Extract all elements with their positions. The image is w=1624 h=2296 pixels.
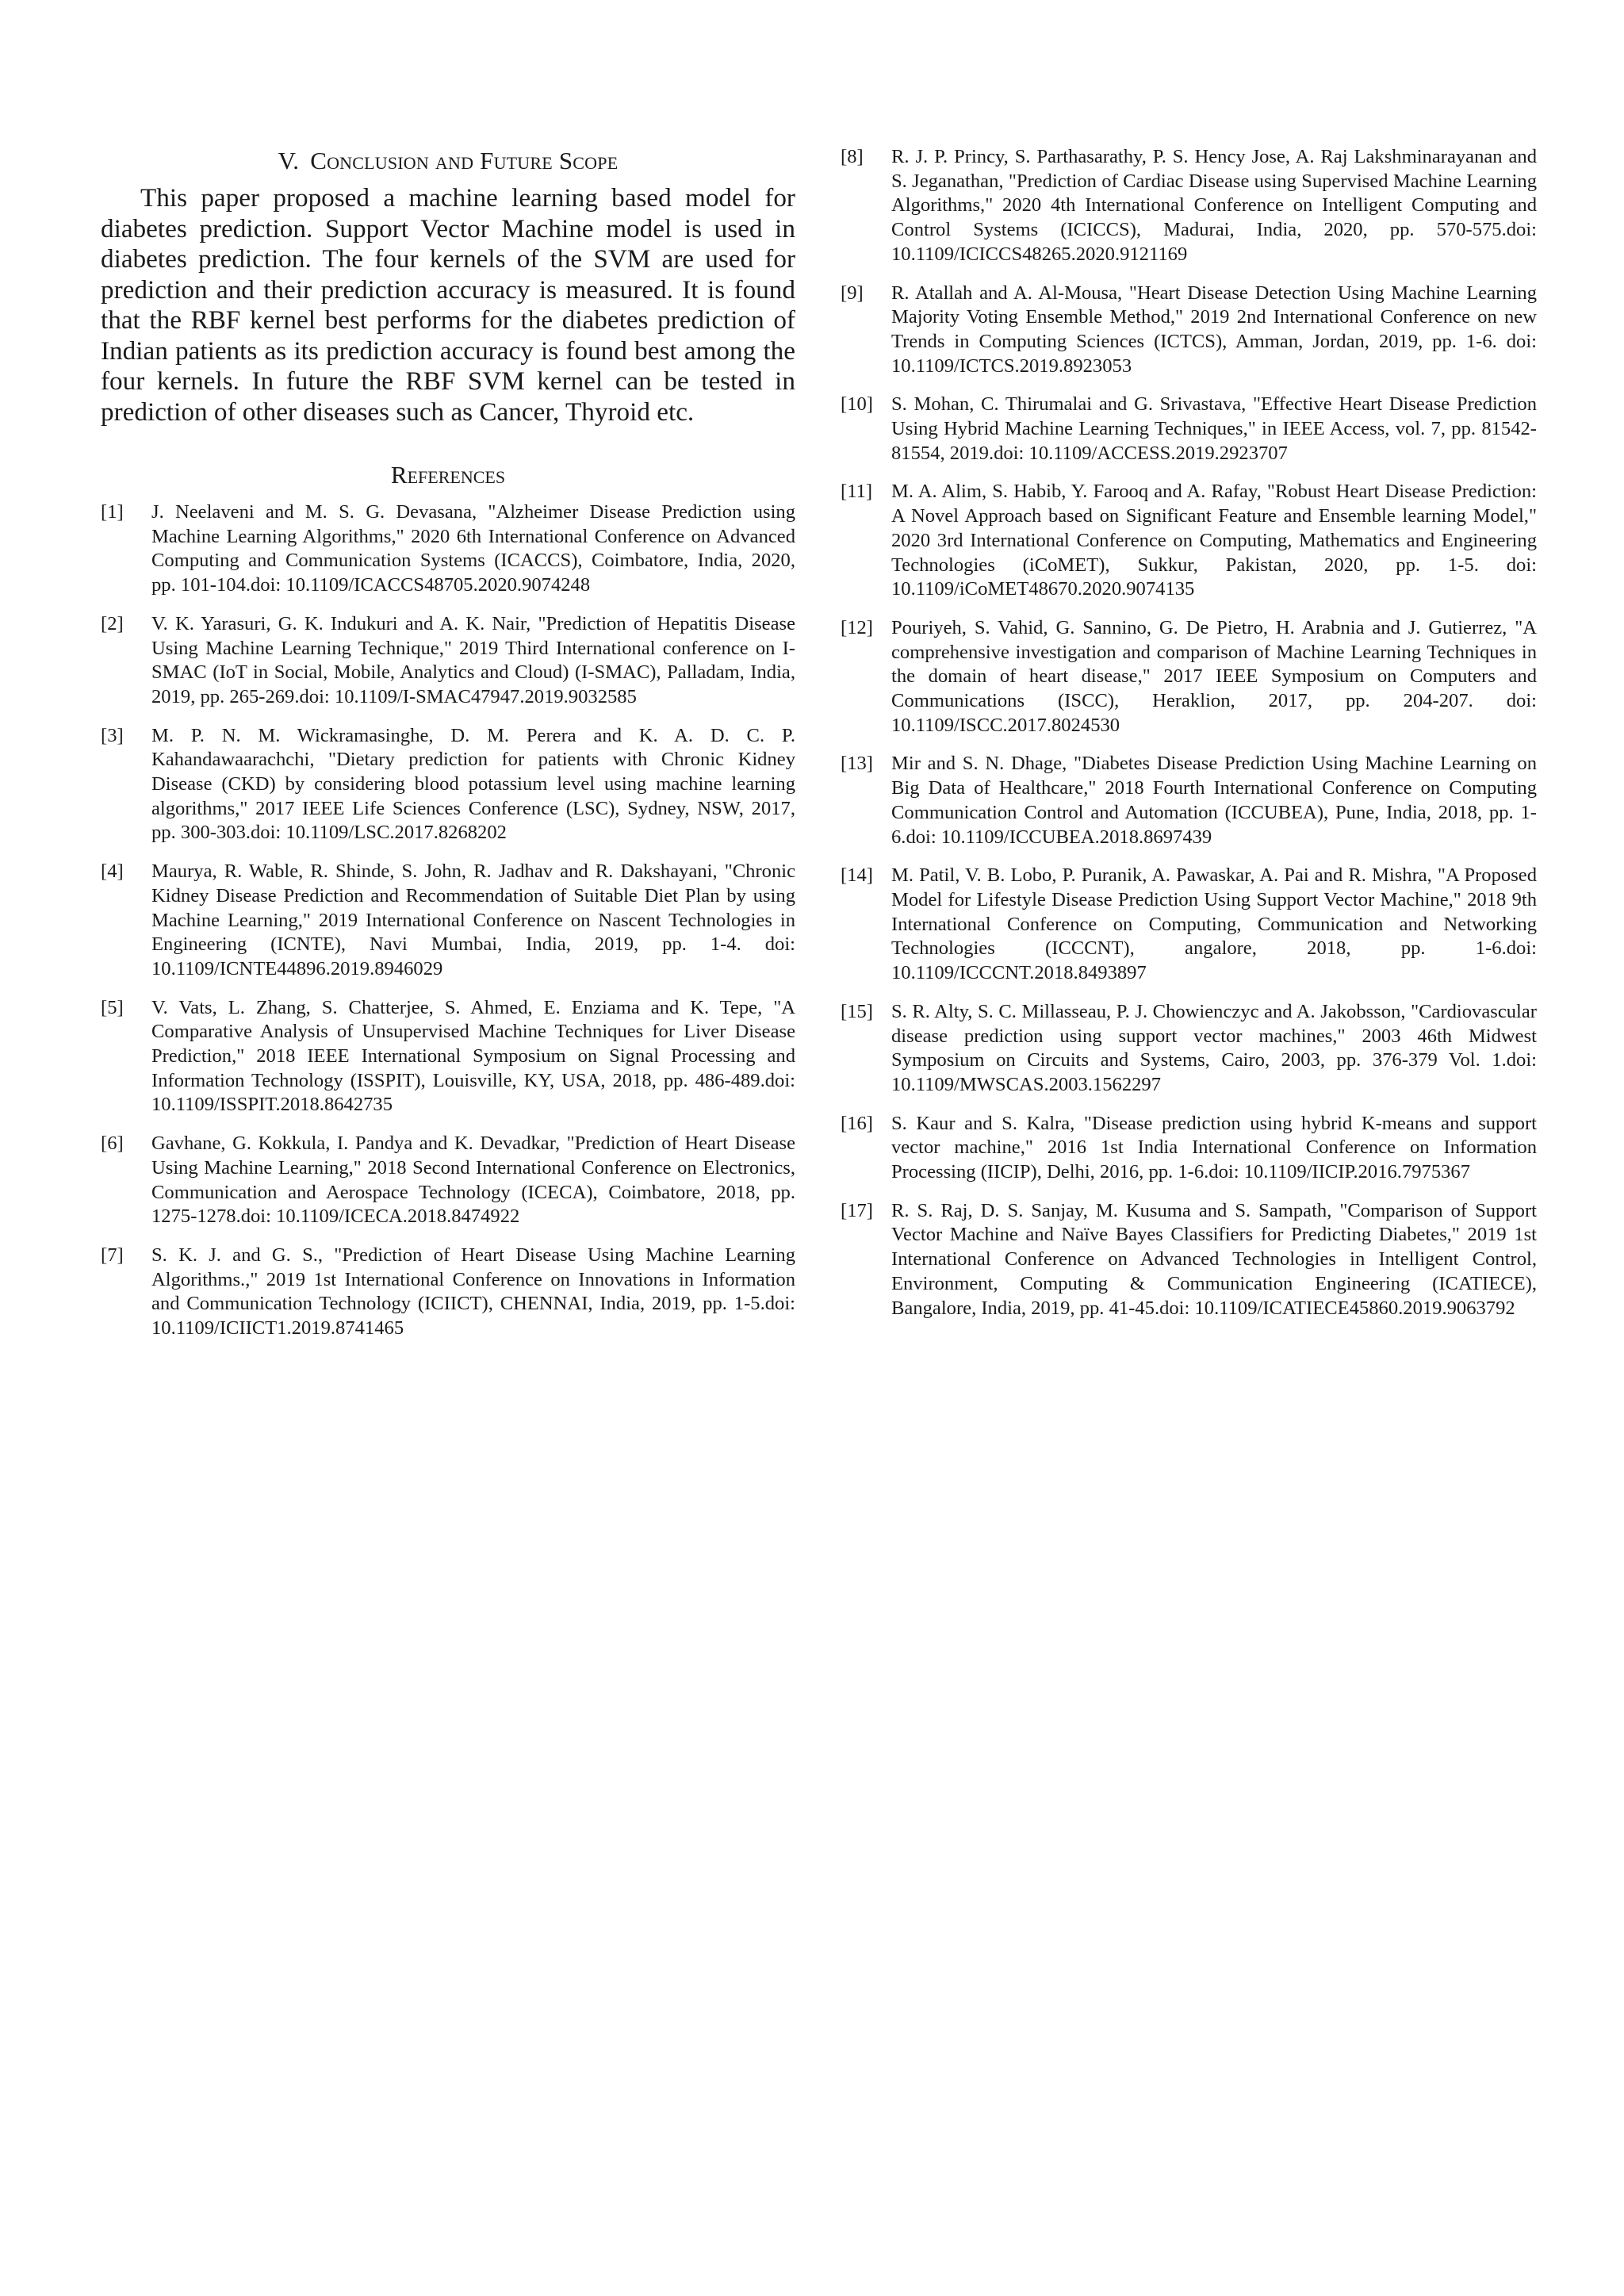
reference-item [101, 1132, 795, 1229]
references-heading: References [390, 461, 506, 489]
reference-item [841, 393, 1537, 466]
reference-item [841, 1199, 1537, 1321]
reference-item [841, 282, 1537, 379]
reference-number: [16] [841, 1112, 873, 1134]
reference-text: M. A. Alim, S. Habib, Y. Farooq and A. Rafay, "Robust Heart Disease Prediction: A Novel Approach based on Significant Feature and Ensemble learning Model," 2020 3rd International Conference on Computing, Mathematics and Engineering Technologies (iCoMET), Sukkur, Pakistan, 2020, pp. 1-5. doi: 10.1109/iCoMET48670.2020.9074135 [891, 481, 1537, 600]
reference-text: R. S. Raj, D. S. Sanjay, M. Kusuma and S. Sampath, "Comparison of Support Vector Machine and Naïve Bayes Classifiers for Predicting Diabetes," 2019 1st International Conference on Advanced Technologies in Intelligent Control, Environment, Computing & Communication Engineering (ICATIECE), Bangalore, India, 2019, pp. 41-45.doi: 10.1109/ICATIECE45860.2019.9063792 [891, 1199, 1537, 1319]
reference-item [841, 752, 1537, 849]
reference-number: [17] [841, 1199, 873, 1221]
reference-text: V. Vats, L. Zhang, S. Chatterjee, S. Ahmed, E. Enziama and K. Tepe, "A Comparative Analysis of Unsupervised Machine Techniques for Liver Disease Prediction," 2018 IEEE International Symposium on Signal Processing and Information Technology (ISSPIT), Louisville, KY, USA, 2018, pp. 486-489.doi: 10.1109/ISSPIT.2018.8642735 [151, 996, 795, 1116]
reference-item [101, 860, 795, 982]
section-heading [101, 145, 795, 177]
reference-item [841, 1000, 1537, 1098]
reference-number: [5] [101, 996, 124, 1018]
reference-number: [15] [841, 1000, 873, 1022]
reference-number: [13] [841, 753, 873, 775]
reference-item [841, 864, 1537, 986]
reference-number: [10] [841, 393, 873, 416]
reference-item [101, 612, 795, 710]
reference-number: [4] [101, 861, 124, 883]
reference-text: Gavhane, G. Kokkula, I. Pandya and K. Devadkar, "Prediction of Heart Disease Using Machine Learning," 2018 Second International Conference on Electronics, Communication and Aerospace Technology (ICECA), Coimbatore, 2018, pp. 1275-1278.doi: 10.1109/ICECA.2018.8474922 [151, 1133, 795, 1228]
reference-text: S. Kaur and S. Kalra, "Disease prediction using hybrid K-means and support vector machine," 2016 1st India International Conference on Information Processing (IICIP), Delhi, 2016, pp. 1-6.doi: 10.1109/IICIP.2016.7975367 [891, 1112, 1537, 1183]
reference-number: [6] [101, 1133, 124, 1155]
reference-text: Pouriyeh, S. Vahid, G. Sannino, G. De Pietro, H. Arabnia and J. Gutierrez, "A comprehensive investigation and comparison of Machine Learning Techniques in the domain of heart disease," 2017 IEEE Symposium on Computers and Communications (ISCC), Heraklion, 2017, pp. 204-207. doi: 10.1109/ISCC.2017.8024530 [891, 616, 1537, 736]
reference-text: M. P. N. M. Wickramasinghe, D. M. Perera and K. A. D. C. P. Kahandawaarachchi, "Dietary prediction for patients with Chronic Kidney Disease (CKD) by considering blood potassium level using machine learning algorithms," 2017 IEEE Life Sciences Conference (LSC), Sydney, NSW, 2017, pp. 300-303.doi: 10.1109/LSC.2017.8268202 [151, 724, 795, 844]
reference-item [101, 500, 795, 598]
left-column [101, 145, 795, 1355]
reference-text: V. K. Yarasuri, G. K. Indukuri and A. K. Nair, "Prediction of Hepatitis Disease Using Machine Learning Technique," 2019 Third International conference on I-SMAC (IoT in Social, Mobile, Analytics and Cloud) (I-SMAC), Palladam, India, 2019, pp. 265-269.doi: 10.1109/I-SMAC47947.2019.9032585 [151, 612, 795, 707]
right-column [841, 145, 1537, 1335]
reference-number: [3] [101, 724, 124, 746]
reference-text: S. Mohan, C. Thirumalai and G. Srivastava, "Effective Heart Disease Prediction Using Hybrid Machine Learning Techniques," in IEEE Access, vol. 7, pp. 81542-81554, 2019.doi: 10.1109/ACCESS.2019.2923707 [891, 393, 1537, 464]
reference-text: Maurya, R. Wable, R. Shinde, S. John, R. Jadhav and R. Dakshayani, "Chronic Kidney Disease Prediction and Recommendation of Suitable Diet Plan by using Machine Learning," 2019 International Conference on Nascent Technologies in Engineering (ICNTE), Navi Mumbai, India, 2019, pp. 1-4. doi: 10.1109/ICNTE44896.2019.8946029 [151, 861, 795, 979]
reference-number: [1] [101, 501, 124, 523]
reference-number: [8] [841, 146, 864, 167]
reference-item [101, 724, 795, 846]
section-title: Conclusion and Future Scope [310, 147, 619, 174]
reference-number: [9] [841, 282, 864, 304]
reference-number: [2] [101, 612, 124, 634]
reference-item [101, 996, 795, 1118]
reference-item [841, 1112, 1537, 1185]
reference-number: [14] [841, 864, 873, 887]
reference-item [841, 145, 1537, 267]
reference-text: S. R. Alty, S. C. Millasseau, P. J. Chowienczyc and A. Jakobsson, "Cardiovascular disease prediction using support vector machines," 2003 46th Midwest Symposium on Circuits and Systems, Cairo, 2003, pp. 376-379 Vol. 1.doi: 10.1109/MWSCAS.2003.1562297 [891, 1000, 1537, 1095]
reference-item [841, 616, 1537, 738]
conclusion-paragraph: This paper proposed a machine learning based model for diabetes prediction. Support Vector Machine model is used in diabetes prediction. The four kernels of the SVM are used for prediction and their prediction accuracy is measured. It is found that the RBF kernel best performs for the diabetes prediction of Indian patients as its prediction accuracy is found best among the four kernels. In future the RBF SVM kernel can be tested in prediction of other diseases such as Cancer, Thyroid etc. [101, 183, 795, 427]
reference-number: [7] [101, 1244, 124, 1266]
reference-text: R. Atallah and A. Al-Mousa, "Heart Disease Detection Using Machine Learning Majority Voting Ensemble Method," 2019 2nd International Conference on new Trends in Computing Sciences (ICTCS), Amman, Jordan, 2019, pp. 1-6. doi: 10.1109/ICTCS.2019.8923053 [891, 282, 1537, 377]
reference-text: S. K. J. and G. S., "Prediction of Heart Disease Using Machine Learning Algorithms.," 2019 1st International Conference on Innovations in Information and Communication Technology (ICIICT), CHENNAI, India, 2019, pp. 1-5.doi: 10.1109/ICIICT1.2019.8741465 [151, 1244, 795, 1340]
reference-text: M. Patil, V. B. Lobo, P. Puranik, A. Pawaskar, A. Pai and R. Mishra, "A Proposed Model for Lifestyle Disease Prediction Using Support Vector Machine," 2018 9th International Conference on Computing, Communication and Networking Technologies (ICCCNT), angalore, 2018, pp. 1-6.doi: 10.1109/ICCCNT.2018.8493897 [891, 864, 1537, 984]
reference-item [841, 480, 1537, 602]
reference-item [101, 1244, 795, 1341]
reference-text: R. J. P. Princy, S. Parthasarathy, P. S. Hency Jose, A. Raj Lakshminarayanan and S. Jeganathan, "Prediction of Cardiac Disease using Supervised Machine Learning Algorithms," 2020 4th International Conference on Intelligent Computing and Control Systems (ICICCS), Madurai, India, 2020, pp. 570-575.doi: 10.1109/ICICCS48265.2020.9121169 [891, 146, 1537, 265]
reference-number: [12] [841, 616, 873, 638]
reference-text: J. Neelaveni and M. S. G. Devasana, "Alzheimer Disease Prediction using Machine Learning Algorithms," 2020 6th International Conference on Advanced Computing and Communication Systems (ICACCS), Coimbatore, India, 2020, pp. 101-104.doi: 10.1109/ICACCS48705.2020.9074248 [151, 501, 795, 596]
reference-text: Mir and S. N. Dhage, "Diabetes Disease Prediction Using Machine Learning on Big Data of Healthcare," 2018 Fourth International Conference on Computing Communication Control and Automation (ICCUBEA), Pune, India, 2018, pp. 1-6.doi: 10.1109/ICCUBEA.2018.8697439 [891, 753, 1537, 848]
section-number: V. [278, 147, 300, 174]
reference-number: [11] [841, 481, 873, 503]
